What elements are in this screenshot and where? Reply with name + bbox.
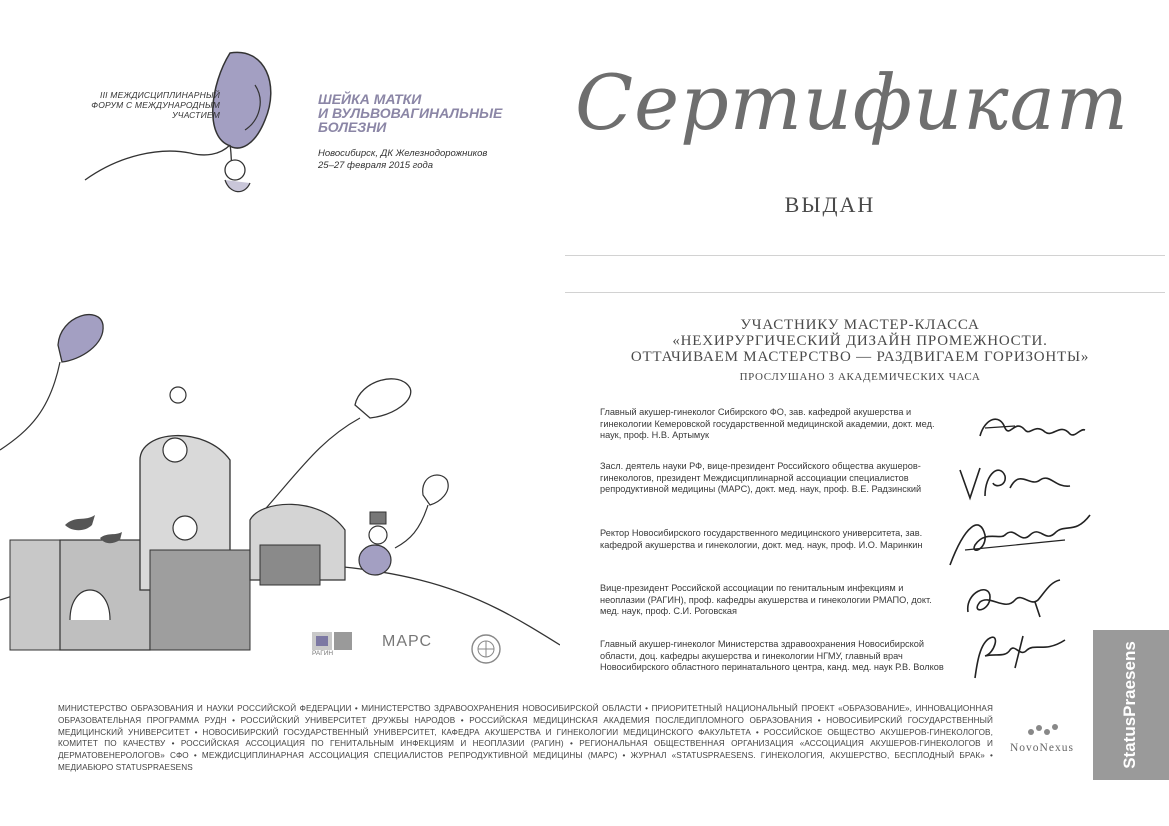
- signer-text: Главный акушер-гинеколог Сибирского ФО, зав. кафедрой акушерства и гинекологии Кемеровской государственной медицинской академии, докт. мед. наук, проф. Н.В. Артымук: [600, 407, 935, 441]
- participant-line: УЧАСТНИКУ МАСТЕР-КЛАССА: [740, 317, 980, 333]
- hours-label: ПРОСЛУШАНО 3 АКАДЕМИЧЕСКИХ ЧАСА: [739, 371, 981, 383]
- forum-line: III МЕЖДИСЦИПЛИНАРНЫЙ: [100, 90, 220, 100]
- ragin-logo-icon: [312, 632, 354, 650]
- forum-title: [318, 92, 538, 134]
- masterclass-title: «НЕХИРУРГИЧЕСКИЙ ДИЗАЙН ПРОМЕЖНОСТИ.: [672, 333, 1048, 349]
- footer-organizations: МИНИСТЕРСТВО ОБРАЗОВАНИЯ И НАУКИ РОССИЙСКОЙ ФЕДЕРАЦИИ • МИНИСТЕРСТВО ЗДРАВООХРАНЕНИЯ НОВОСИБИРСКОЙ ОБЛАСТИ • ПРИОРИТЕТНЫЙ НАЦИОНАЛЬНЫЙ ПРОЕКТ «ОБРАЗОВАНИЕ», ИННОВАЦИОННАЯ ОБРАЗОВАТЕЛЬНАЯ ПРОГРАММА РУДН • РОССИЙСКИЙ УНИВЕРСИТЕТ ДРУЖБЫ НАРОДОВ • РОССИЙСКАЯ МЕДИЦИНСКАЯ АКАДЕМИЯ ПОСЛЕДИПЛОМНОГО ОБРАЗОВАНИЯ • НОВОСИБИРСКИЙ ГОСУДАРСТВЕННЫЙ МЕДИЦИНСКИЙ УНИВЕРСИТЕТ • НОВОСИБИРСКИЙ ГОСУДАРСТВЕННЫЙ УНИВЕРСИТЕТ, КАФЕДРА АКУШЕРСТВА И ГИНЕКОЛОГИИ МЕДИЦИНСКОГО ФАКУЛЬТЕТА • РОССИЙСКОЕ ОБЩЕСТВО АКУШЕРОВ-ГИНЕКОЛОГОВ, КОМИТЕТ ПО КАЧЕСТВУ • РОССИЙСКАЯ АССОЦИАЦИЯ ПО ГЕНИТАЛЬНЫМ ИНФЕКЦИЯМ И НЕОПЛАЗИИ (РАГИН) • РЕГИОНАЛЬНАЯ ОБЩЕСТВЕННАЯ ОРГАНИЗАЦИЯ «АССОЦИАЦИЯ АКУШЕРОВ-ГИНЕКОЛОГОВ И ДЕРМАТОВЕНЕРОЛОГОВ» СФО • МЕЖДИСЦИПЛИНАРНАЯ АССОЦИАЦИЯ СПЕЦИАЛИСТОВ РЕПРОДУКТИВНОЙ МЕДИЦИНЫ (МАРС) • ЖУРНАЛ «STATUSPRAESENS. ГИНЕКОЛОГИЯ, АКУШЕРСТВО, БЕСПЛОДНЫЙ БРАК» • МЕДИАБЮРО STATUSPRAESENS: [58, 704, 993, 772]
- forum-line: ФОРУМ С МЕЖДУНАРОДНЫМ: [91, 100, 220, 110]
- forum-line: УЧАСТИЕМ: [172, 110, 220, 120]
- novonexus-dots-icon: [1025, 722, 1065, 740]
- forum-edition: [70, 90, 220, 120]
- signer-text: Главный акушер-гинеколог Министерства здравоохранения Новосибирской области, доц. кафедры акушерства и гинекологии НГМУ, главный врач Новосибирского областного перинатального центра, канд. мед. наук Р.В. Волков: [600, 639, 944, 673]
- signer-text: Ректор Новосибирского государственного медицинского университета, зав. кафедрой акушерства и гинекологии, докт. мед. наук, проф. И.О. Маринкин: [600, 528, 923, 550]
- town-illustration: [0, 300, 560, 665]
- name-line: [565, 292, 1165, 293]
- statuspraesens-logo: StatusPraesens: [1120, 641, 1139, 769]
- participant-block: [565, 317, 1155, 384]
- issued-label: ВЫДАН: [784, 192, 876, 217]
- ragin-logo-label: РАГИН: [312, 650, 334, 657]
- signer-text: Вице-президент Российской ассоциации по генитальным инфекциям и неоплазии (РАГИН), проф. кафедры акушерства и гинекологии РМАПО, докт. мед. наук, проф. С.И. Роговская: [600, 583, 932, 617]
- signature-artymuk: [975, 408, 1090, 448]
- signer-text: Засл. деятель науки РФ, вице-президент Российского общества акушеров-гинекологов, президент Междисциплинарной ассоциации специалистов репродуктивной медицины (МАРС), докт. мед. наук, проф. В.Е. Радзинский: [600, 461, 922, 495]
- forum-title-line: ШЕЙКА МАТКИ: [318, 91, 422, 107]
- certificate-title: Сертификат: [575, 58, 1129, 147]
- novonexus-logo: NovoNexus: [1010, 742, 1074, 754]
- mars-logo: МАРС: [382, 633, 433, 650]
- forum-dates: 25–27 февраля 2015 года: [318, 160, 434, 171]
- signature-radzinsky: [955, 458, 1075, 508]
- masterclass-title: ОТТАЧИВАЕМ МАСТЕРСТВО — РАЗДВИГАЕМ ГОРИЗОНТЫ»: [630, 349, 1090, 365]
- forum-balloon-logo: [80, 45, 320, 205]
- university-crest-icon: [466, 632, 506, 666]
- name-line: [565, 255, 1165, 256]
- forum-place: Новосибирск, ДК Железнодорожников: [318, 148, 488, 159]
- signature-rogovskaya: [960, 572, 1070, 622]
- forum-title-line: БОЛЕЗНИ: [318, 119, 387, 135]
- forum-title-line: И ВУЛЬВОВАГИНАЛЬНЫЕ: [318, 105, 503, 121]
- forum-location: [318, 148, 538, 172]
- signature-volkov: [965, 628, 1075, 683]
- signature-marinkin: [945, 505, 1095, 575]
